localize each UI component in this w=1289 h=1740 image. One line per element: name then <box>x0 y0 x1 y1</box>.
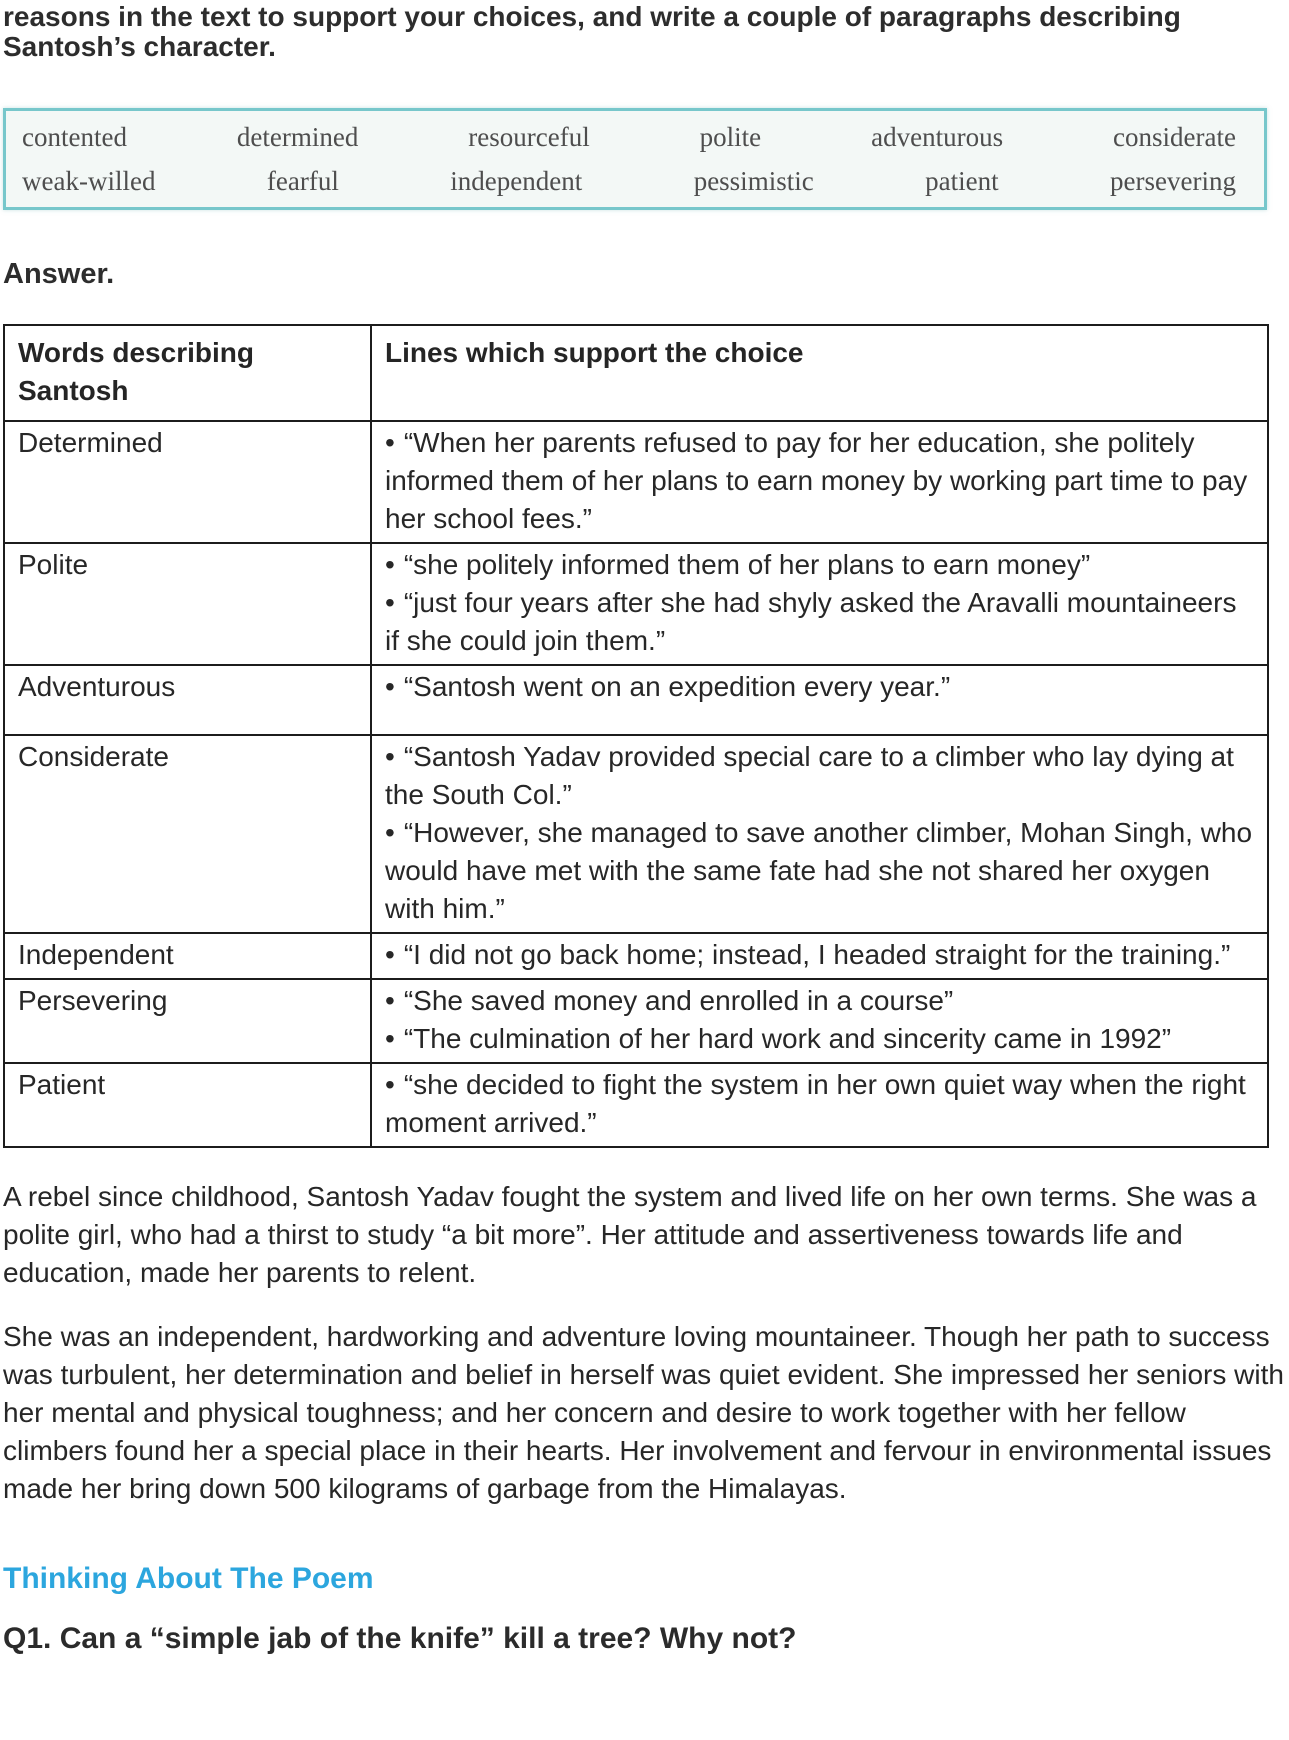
quote-line <box>385 738 1255 814</box>
quote-line <box>385 936 1255 974</box>
word-adventurous: adventurous <box>871 122 1004 152</box>
table-row-patient <box>4 1063 1268 1147</box>
table-row-persevering <box>4 979 1268 1063</box>
quote-line <box>385 584 1255 660</box>
quote-line <box>385 1020 1255 1058</box>
table-row-determined <box>4 421 1268 543</box>
table-row-considerate <box>4 735 1268 933</box>
quote-text: “However, she managed to save another climber, Mohan Singh, who would have met with the same fate had she not shared her oxygen with him.” <box>385 817 1253 924</box>
section-heading-thinking-about-the-poem: Thinking About The Poem <box>3 1562 374 1595</box>
bullet-marker: • <box>385 427 395 458</box>
quote-text: “Santosh went on an expedition every year.” <box>403 671 951 702</box>
quote-text: “She saved money and enrolled in a course” <box>403 985 954 1016</box>
quote-line <box>385 1066 1255 1142</box>
quote-line <box>385 982 1255 1020</box>
word-pessimistic: pessimistic <box>693 166 814 196</box>
trait-word: Persevering <box>4 979 371 1063</box>
bullet-marker: • <box>385 939 395 970</box>
word-patient: patient <box>925 166 999 196</box>
table-header-row <box>4 325 1268 421</box>
quote-text: “Santosh Yadav provided special care to a climber who lay dying at the South Col.” <box>385 741 1234 810</box>
quote-text: “I did not go back home; instead, I headed straight for the training.” <box>403 939 1231 970</box>
trait-word: Determined <box>4 421 371 543</box>
table-row-independent <box>4 933 1268 979</box>
word-resourceful: resourceful <box>468 122 590 152</box>
column-header-lines: Lines which support the choice <box>371 325 1268 421</box>
trait-word: Adventurous <box>4 665 371 735</box>
trait-word: Patient <box>4 1063 371 1147</box>
trait-word: Polite <box>4 543 371 665</box>
column-header-words: Words describing Santosh <box>4 325 371 421</box>
answer-label: Answer. <box>3 258 115 290</box>
bullet-marker: • <box>385 549 395 580</box>
quote-line <box>385 668 1255 706</box>
quote-text: “When her parents refused to pay for her education, she politely informed them of her plans to earn money by working part time to pay her school fees.” <box>385 427 1248 534</box>
quote-text: “she decided to fight the system in her own quiet way when the right moment arrived.” <box>385 1069 1246 1138</box>
word-polite: polite <box>699 122 762 152</box>
word-determined: determined <box>236 122 359 152</box>
quote-text: “The culmination of her hard work and sincerity came in 1992” <box>403 1023 1172 1054</box>
word-persevering: persevering <box>1110 166 1236 196</box>
table-row-adventurous <box>4 665 1268 735</box>
word-weak-willed: weak-willed <box>22 166 156 196</box>
bullet-marker: • <box>385 817 395 848</box>
question-intro-text: reasons in the text to support your choices, and write a couple of paragraphs describing Santosh’s character. <box>3 1 1181 62</box>
bullet-marker: • <box>385 1023 395 1054</box>
bullet-marker: • <box>385 587 395 618</box>
word-contented: contented <box>22 122 127 152</box>
summary-paragraph-1: A rebel since childhood, Santosh Yadav fought the system and lived life on her own terms. She was a polite girl, who had a thirst to study “a bit more”. Her attitude and assertiveness towards life and education, made her parents to relent. <box>3 1181 1257 1288</box>
trait-word: Considerate <box>4 735 371 933</box>
bullet-marker: • <box>385 985 395 1016</box>
word-considerate: considerate <box>1113 122 1236 152</box>
supporting-lines <box>371 979 1268 1063</box>
supporting-lines <box>371 933 1268 979</box>
quote-line <box>385 814 1255 928</box>
supporting-lines <box>371 735 1268 933</box>
supporting-lines <box>371 543 1268 665</box>
word-row-2 <box>22 166 1236 196</box>
trait-word: Independent <box>4 933 371 979</box>
answer-table <box>3 324 1269 1148</box>
word-choices-box <box>3 108 1267 210</box>
quote-text: “just four years after she had shyly asked the Aravalli mountaineers if she could join them.” <box>385 587 1237 656</box>
bullet-marker: • <box>385 671 395 702</box>
quote-text: “she politely informed them of her plans to earn money” <box>403 549 1091 580</box>
word-fearful: fearful <box>266 166 339 196</box>
bullet-marker: • <box>385 1069 395 1100</box>
word-row-1 <box>22 122 1236 152</box>
table-row-polite <box>4 543 1268 665</box>
supporting-lines <box>371 1063 1268 1147</box>
question-q1: Q1. Can a “simple jab of the knife” kill a tree? Why not? <box>3 1622 797 1655</box>
supporting-lines <box>371 665 1268 735</box>
summary-paragraph-2: She was an independent, hardworking and adventure loving mountaineer. Though her path to success was turbulent, her determination and belief in herself was quiet evident. She impressed her seniors with her mental and physical toughness; and her concern and desire to work together with her fellow climbers found her a special place in their hearts. Her involvement and fervour in environmental issues made her bring down 500 kilograms of garbage from the Himalayas. <box>3 1321 1284 1504</box>
quote-line <box>385 546 1255 584</box>
word-independent: independent <box>450 166 583 196</box>
quote-line <box>385 424 1255 538</box>
supporting-lines <box>371 421 1268 543</box>
bullet-marker: • <box>385 741 395 772</box>
